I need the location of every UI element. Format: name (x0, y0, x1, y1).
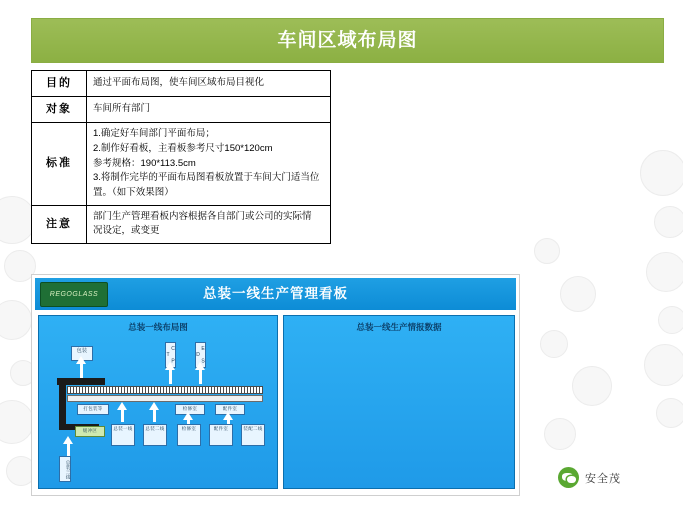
table-row (32, 123, 331, 206)
row-label-standard: 标准 (32, 123, 87, 206)
content-line: 参考规格：190*113.5cm (93, 157, 196, 169)
sketch-box-esd: E S D (195, 342, 206, 368)
sketch-box-repair: 检修室 (175, 404, 205, 415)
row-content-object (87, 97, 331, 123)
sketch-box-assembly-line-2: 总装二线 (143, 424, 167, 446)
sketch-arrow-up-icon (195, 362, 205, 370)
row-label-purpose: 目的 (32, 71, 87, 97)
sketch-box-parts: 配件室 (215, 404, 245, 415)
sketch-arrow-up-icon (117, 402, 127, 410)
sketch-arrow-stem (199, 368, 202, 384)
sketch-box-cpt: C P T (165, 342, 176, 368)
sketch-arrow-up-icon (223, 412, 233, 420)
sketch-box-packing: 包装 (71, 346, 93, 361)
sketch-arrow-up-icon (183, 412, 193, 420)
info-table (31, 70, 331, 244)
content-line: 部门生产管理看板内容根据各自部门或公司的实际情 (93, 210, 312, 222)
sketch-box-packing-area: 打包装等 (77, 404, 109, 415)
row-content-note (87, 205, 331, 243)
wechat-icon (558, 467, 579, 488)
content-line: 置。（如下效果图） (93, 186, 174, 198)
signature (558, 466, 658, 490)
sketch-box-buffer: 缓冲区 (75, 426, 105, 437)
table-row (32, 205, 331, 243)
sketch-arrow-stem (67, 442, 70, 456)
content-line: 通过平面布局图，使车间区域布局目视化 (93, 77, 265, 89)
row-label-object: 对象 (32, 97, 87, 123)
board-header (35, 278, 516, 310)
sketch-box-assembly-line-3: 装配二线 (241, 424, 265, 446)
sketch-arrow-up-icon (76, 356, 86, 364)
example-board (31, 274, 520, 496)
table-row (32, 71, 331, 97)
row-content-standard (87, 123, 331, 206)
page-title: 车间区域布局图 (277, 30, 418, 51)
sketch-box-repair-room: 检修室 (177, 424, 201, 446)
row-label-note: 注意 (32, 205, 87, 243)
company-logo: REGOGLASS (40, 282, 108, 307)
panel-caption-layout: 总装一线布局图 (128, 322, 188, 332)
sketch-arrow-up-icon (165, 362, 175, 370)
row-content-purpose (87, 71, 331, 97)
sketch-box-parts-room: 配件室 (209, 424, 233, 446)
sketch-arrow-up-icon (149, 402, 159, 410)
content-line: 车间所有部门 (93, 103, 151, 115)
panel-caption-data: 总装一线生产情报数据 (356, 322, 442, 332)
sketch-box-assembly-line-1: 总装一线 (111, 424, 135, 446)
board-panel-layout (38, 315, 278, 489)
table-row (32, 97, 331, 123)
sketch-arrow-stem (153, 408, 156, 422)
board-title: 总装一线生产管理看板 (203, 286, 348, 301)
signature-name: 安全茂 (585, 473, 621, 485)
sketch-wall-left (59, 378, 66, 430)
sketch-box-line-three: 总装三线 (59, 456, 71, 482)
workshop-layout-sketch (47, 338, 269, 483)
sketch-arrow-up-icon (63, 436, 73, 444)
sketch-arrow-stem (121, 408, 124, 422)
content-line: 1.确定好车间部门平面布局； (93, 128, 215, 140)
content-line: 况设定，或变更 (93, 225, 160, 237)
board-panel-data (283, 315, 515, 489)
sketch-band (67, 395, 263, 402)
content-line: 2.制作好看板，主看板参考尺寸150*120cm (93, 142, 273, 154)
sketch-conveyor (67, 386, 263, 394)
sketch-arrow-stem (169, 368, 172, 384)
page-title-banner (31, 18, 664, 63)
content-line: 3.将制作完毕的平面布局图看板放置于车间大门适当位 (93, 172, 320, 184)
